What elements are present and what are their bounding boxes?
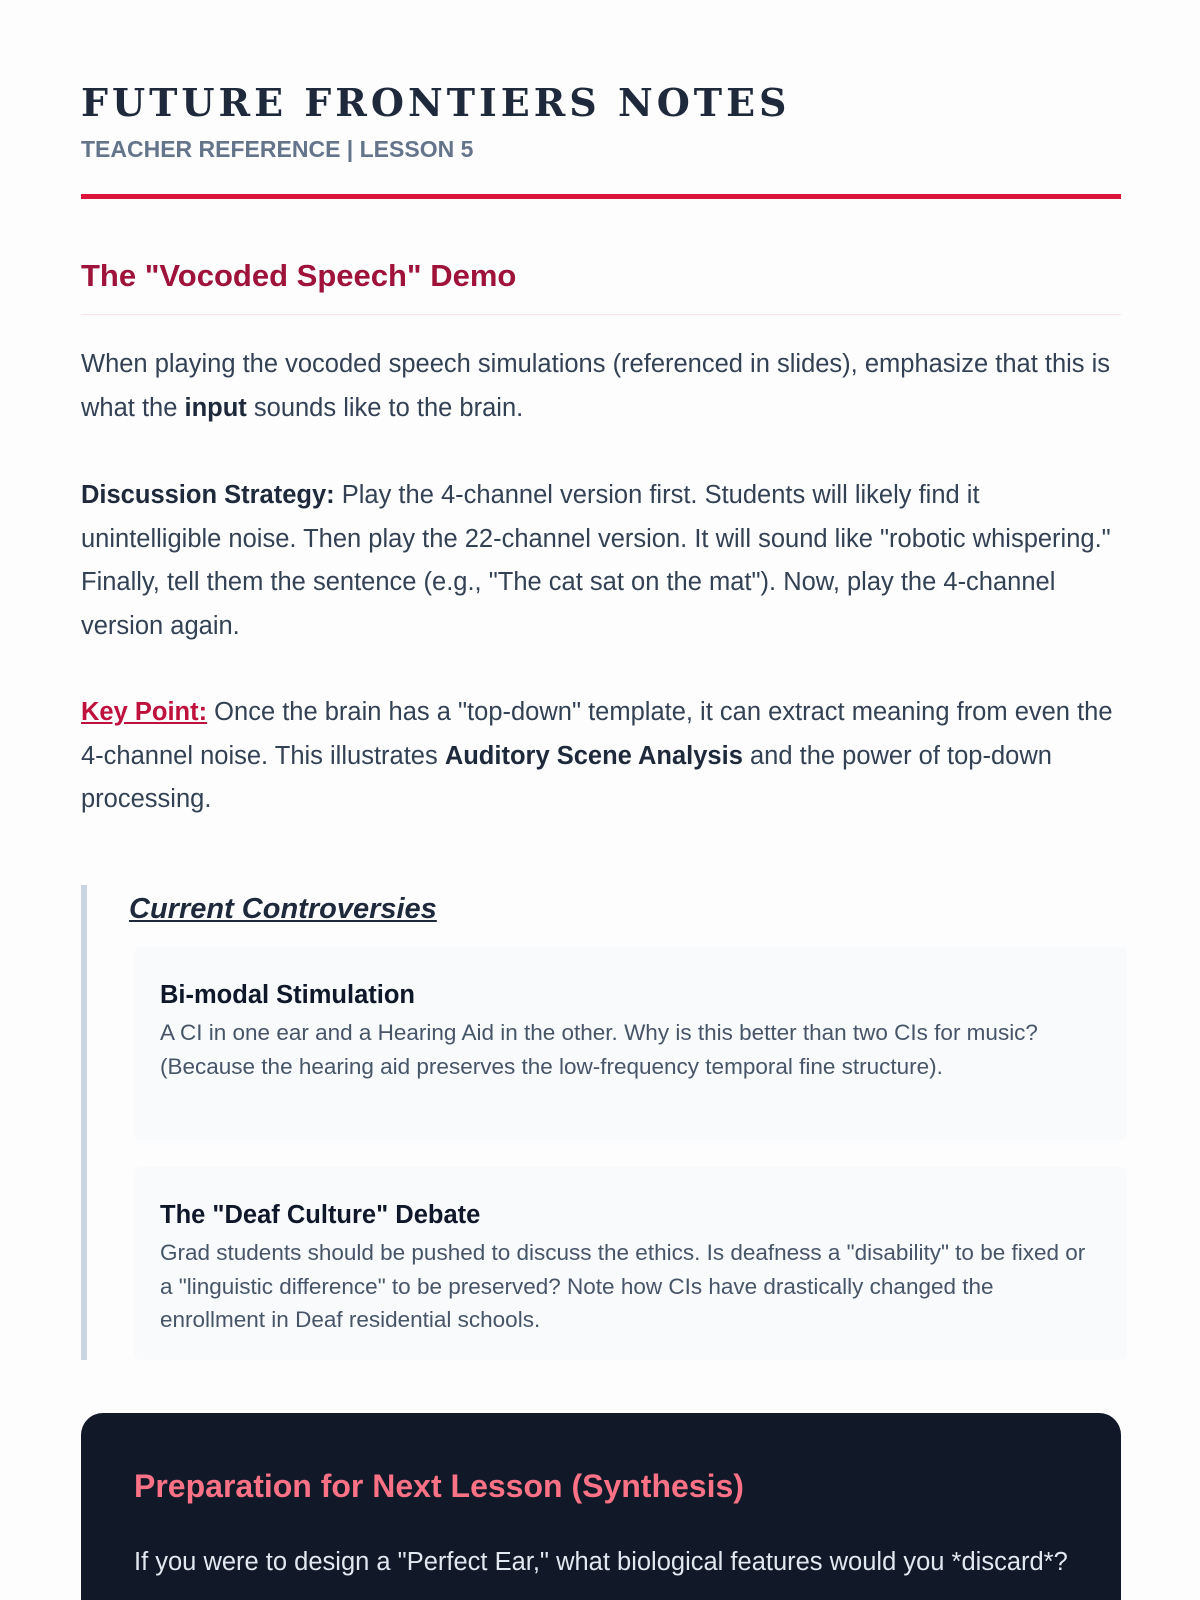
intro-text-start: When playing the vocoded speech simulations (referenced in slides), emphasize that this is what the — [81, 350, 1111, 422]
controversies-title: Current Controversies — [129, 893, 437, 925]
intro-text-end: sounds like to the brain. — [246, 393, 524, 422]
controversy-card — [134, 1167, 1127, 1360]
preparation-title: Preparation for Next Lesson (Synthesis) — [134, 1468, 744, 1504]
controversy-card — [134, 947, 1127, 1140]
header-divider — [81, 194, 1121, 199]
vocoded-intro-paragraph — [81, 343, 1121, 430]
page-subtitle: TEACHER REFERENCE | LESSON 5 — [81, 136, 474, 162]
preparation-panel — [81, 1413, 1121, 1600]
strategy-label: Discussion Strategy: — [81, 481, 335, 509]
key-point-paragraph — [81, 691, 1121, 822]
controversies-section — [81, 885, 1121, 1360]
strategy-text: Play the 4-channel version first. Students will likely find it unintelligible noise. Then play the 22-channel version. It will sound like "robotic whispering." Finally, tell them the sentence (e.g., "The cat sat on the mat"). Now, play the 4-channel version again. — [81, 481, 1111, 640]
controversy-card-body: A CI in one ear and a Hearing Aid in the other. Why is this better than two CIs for music? (Because the hearing aid preserves the low-frequency temporal fine structure). — [160, 1020, 1038, 1079]
discussion-strategy-paragraph — [81, 474, 1121, 648]
preparation-body: If you were to design a "Perfect Ear," what biological features would you *discard*? — [134, 1548, 1068, 1576]
key-text-end: and the power of top-down processing. — [81, 741, 1052, 813]
controversy-card-title: The "Deaf Culture" Debate — [160, 1201, 481, 1229]
key-bold-term: Auditory Scene Analysis — [444, 741, 743, 770]
key-point-label: Key Point: — [81, 698, 208, 726]
intro-bold-term: input — [184, 393, 247, 422]
controversy-card-title: Bi-modal Stimulation — [160, 981, 415, 1009]
controversy-card-body: Grad students should be pushed to discuss the ethics. Is deafness a "disability" to be fixed or a "linguistic difference" to be preserved? Note how CIs have drastically changed the enrollment in Deaf residential schools. — [160, 1240, 1086, 1332]
vocoded-section-title: The "Vocoded Speech" Demo — [81, 258, 517, 293]
key-text-start: Once the brain has a "top-down" template, it can extract meaning from even the 4-channel noise. This illustrates — [81, 698, 1113, 770]
teacher-notes-page — [81, 0, 1121, 1600]
page-title: FUTURE FRONTIERS NOTES — [81, 80, 791, 125]
section-divider — [81, 314, 1121, 315]
